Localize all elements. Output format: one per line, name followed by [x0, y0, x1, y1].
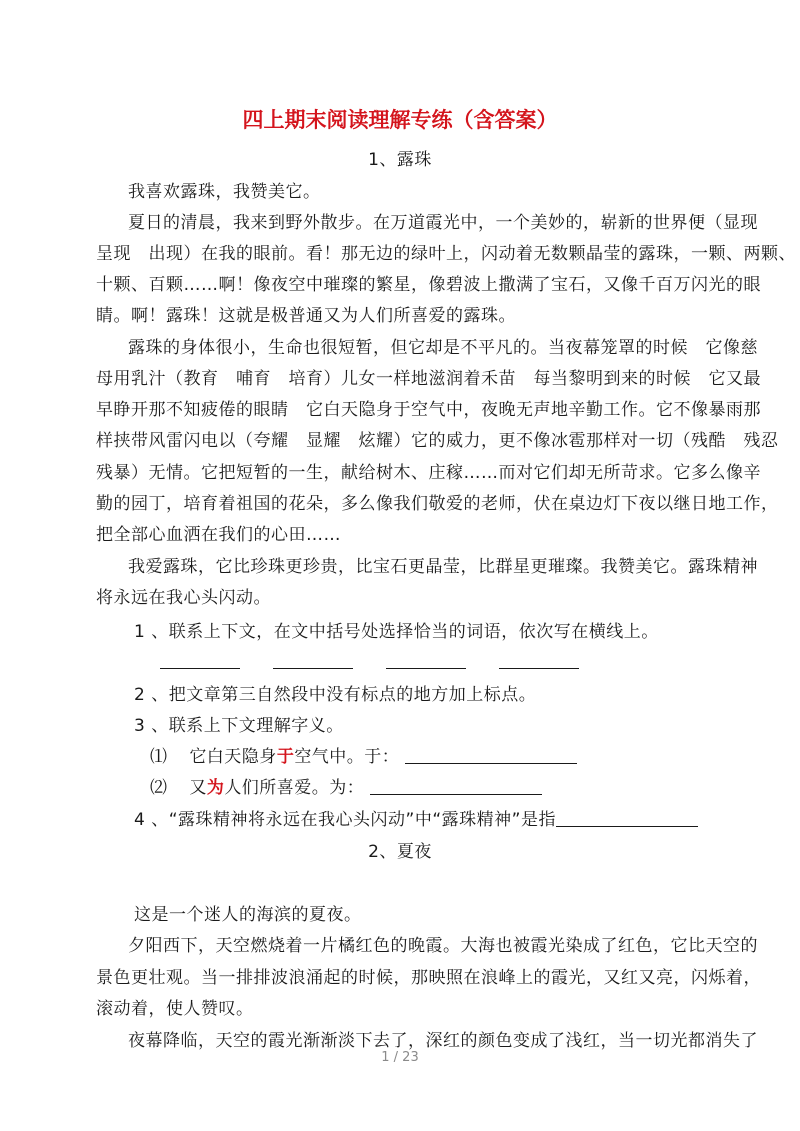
paragraph-line: 夕阳西下，天空燃烧着一片橘红色的晚霞。大海也被霞光染成了红色，它比天空的 — [128, 936, 758, 956]
paragraph-line: 滚动着，使人赞叹。 — [96, 999, 254, 1019]
question-1: 1 、联系上下文，在文中括号处选择恰当的词语，依次写在横线上。 — [134, 622, 659, 642]
paragraph-line: 母用乳汁（教育 哺育 培育）儿女一样地滋润着禾苗 每当黎明到来的时候 它又最 — [96, 369, 761, 389]
paragraph-line: 十颗、百颗……啊！像夜空中璀璨的繁星，像碧波上撒满了宝石，又像千百万闪光的眼 — [96, 275, 761, 295]
paragraph-line: 这是一个迷人的海滨的夏夜。 — [134, 905, 362, 925]
answer-blank-1[interactable] — [160, 668, 240, 669]
paragraph-line: 残暴）无情。它把短暂的一生，献给树木、庄稼……而对它们却无所苛求。它多么像辛 — [96, 463, 761, 483]
answer-blank-3a[interactable] — [405, 763, 577, 764]
paragraph-line: 睛。啊！露珠！这就是极普通又为人们所喜爱的露珠。 — [96, 306, 516, 326]
paragraph-line: 样挟带风雷闪电以（夸耀 显耀 炫耀）它的威力，更不像冰雹那样对一切（残酷 残忍 — [96, 431, 779, 451]
question-3a-number: ⑴ — [150, 747, 168, 767]
paragraph-line: 夜幕降临，天空的霞光渐渐淡下去了，深红的颜色变成了浅红，当一切光都消失了 — [128, 1031, 758, 1051]
page-number: 1 / 23 — [381, 1050, 419, 1065]
answer-blank-3b[interactable] — [370, 794, 542, 795]
section-heading-dewdrop: 1、露珠 — [368, 150, 432, 170]
paragraph-line: 我爱露珠，它比珍珠更珍贵，比宝石更晶莹，比群星更璀璨。我赞美它。露珠精神 — [128, 557, 758, 577]
paragraph-line: 勤的园丁，培育着祖国的花朵，多么像我们敬爱的老师，伏在桌边灯下夜以继日地工作， — [96, 494, 779, 514]
question-3a-text: 它白天隐身 — [189, 747, 277, 767]
document-title: 四上期末阅读理解专练（含答案） — [242, 108, 558, 132]
question-3a — [150, 745, 577, 769]
answer-blank-4[interactable] — [499, 668, 579, 669]
question-3a-highlight: 于 — [276, 747, 295, 767]
paragraph-line: 将永远在我心头闪动。 — [96, 588, 271, 608]
question-4-text: 4 、“露珠精神将永远在我心头闪动”中“露珠精神”是指 — [134, 810, 556, 830]
question-2: 2 、把文章第三自然段中没有标点的地方加上标点。 — [134, 685, 537, 705]
paragraph-line: 景色更壮观。当一排排波浪涌起的时候，那映照在浪峰上的霞光，又红又亮，闪烁着， — [96, 968, 761, 988]
answer-blank-4-text[interactable] — [556, 826, 698, 827]
question-3b-number: ⑵ — [150, 778, 168, 798]
paragraph-line: 把全部心血洒在我们的心田…… — [96, 525, 341, 545]
question-3b — [150, 776, 542, 800]
question-3a-text-end: 空气中。于： — [294, 747, 400, 767]
paragraph-line: 夏日的清晨，我来到野外散步。在万道霞光中，一个美妙的，崭新的世界便（显现 — [128, 213, 758, 233]
paragraph-line: 早睁开那不知疲倦的眼睛 它白天隐身于空气中，夜晚无声地辛勤工作。它不像暴雨那 — [96, 400, 761, 420]
question-3b-text: 又 — [189, 778, 207, 798]
paragraph-line: 露珠的身体很小，生命也很短暂，但它却是不平凡的。当夜幕笼罩的时候 它像慈 — [128, 338, 758, 358]
question-3b-text-end: 人们所喜爱。为： — [224, 778, 365, 798]
paragraph-line: 我喜欢露珠，我赞美它。 — [128, 182, 321, 202]
question-3: 3 、联系上下文理解字义。 — [134, 716, 344, 736]
answer-blank-2[interactable] — [273, 668, 353, 669]
answer-blank-3[interactable] — [386, 668, 466, 669]
paragraph-line: 呈现 出现）在我的眼前。看！那无边的绿叶上，闪动着无数颗晶莹的露珠，一颗、两颗、 — [96, 244, 796, 264]
question-3b-highlight: 为 — [206, 778, 225, 798]
section-heading-summer-night: 2、夏夜 — [368, 842, 432, 862]
question-4 — [134, 808, 698, 832]
